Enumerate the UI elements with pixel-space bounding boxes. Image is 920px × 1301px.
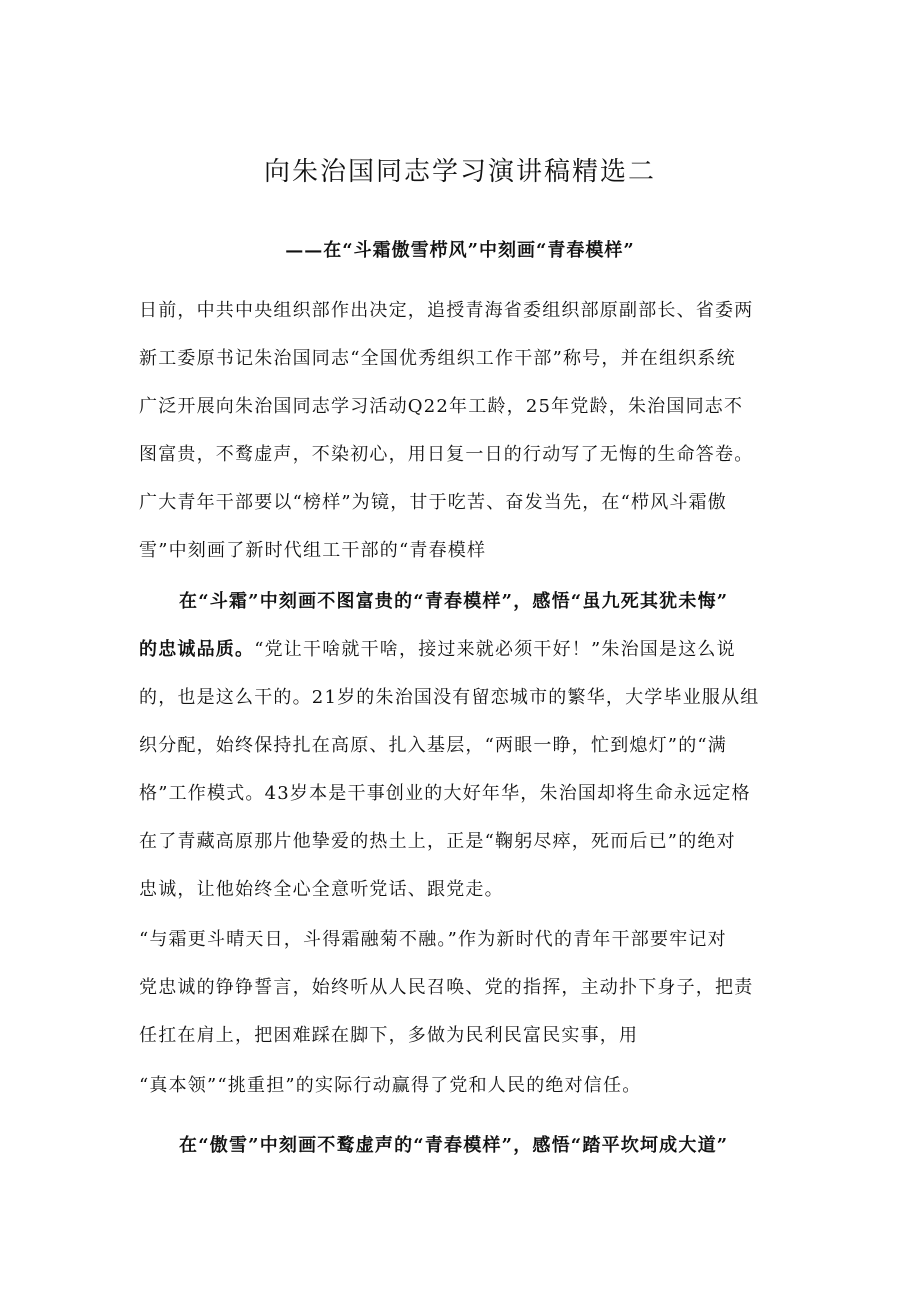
paragraph-line: 的，也是这么干的。21岁的朱治国没有留恋城市的繁华，大学毕业服从组: [139, 687, 760, 708]
paragraph-line: 忠诚，让他始终全心全意听党话、跟党走。: [139, 879, 504, 900]
paragraph-line: 格”工作模式。43岁本是干事创业的大好年华，朱治国却将生命永远定格: [139, 783, 751, 804]
section-heading-line: 在“傲雪”中刻画不鹜虚声的“青春模样”，感悟“踏平坎坷成大道”: [179, 1135, 729, 1156]
paragraph-line: “与霜更斗晴天日，斗得霜融菊不融。”作为新时代的青年干部要牢记对: [139, 929, 727, 950]
section-heading-tail: 的忠诚品质。: [139, 639, 255, 660]
paragraph-line: 图富贵，不鹜虚声，不染初心，用日复一日的行动写了无悔的生命答卷。: [139, 444, 754, 465]
paragraph-line: “真本领”“挑重担”的实际行动赢得了党和人民的绝对信任。: [139, 1075, 642, 1096]
paragraph-line: 日前，中共中央组织部作出决定，追授青海省委组织部原副部长、省委两: [139, 300, 754, 321]
paragraph-line: 党忠诚的铮铮誓言，始终听从人民召唤、党的指挥，主动扑下身子，把责: [139, 977, 754, 998]
paragraph-line: 雪”中刻画了新时代组工干部的“青春模样: [139, 540, 487, 561]
document-subtitle: ——在“斗霜傲雪栉风”中刻画“青春模样”: [285, 240, 635, 261]
paragraph-line: [139, 635, 789, 665]
document-title: 向朱治国同志学习演讲稿精选二: [263, 157, 656, 187]
section-heading-line: 在“斗霜”中刻画不图富贵的“青春模样”，感悟“虽九死其犹未悔”: [179, 591, 729, 612]
paragraph-line: 在了青藏高原那片他挚爱的热土上，正是“鞠躬尽瘁，死而后已”的绝对: [139, 831, 736, 852]
paragraph-line: 任扛在肩上，把困难踩在脚下，多做为民利民富民实事，用: [139, 1025, 639, 1046]
paragraph-line: 广泛开展向朱治国同志学习活动Q22年工龄，25年党龄，朱治国同志不: [139, 396, 744, 417]
paragraph-line: 新工委原书记朱治国同志“全国优秀组织工作干部”称号，并在组织系统: [139, 348, 736, 369]
paragraph-line: 织分配，始终保持扎在高原、扎入基层，“两眼一睁，忙到熄灯”的“满: [139, 735, 728, 756]
paragraph-line: 广大青年干部要以“榜样”为镜，甘于吃苦、奋发当先，在“栉风斗霜傲: [139, 492, 728, 513]
paragraph-text: “党让干啥就干啥，接过来就必须干好！”朱治国是这么说: [254, 639, 736, 660]
